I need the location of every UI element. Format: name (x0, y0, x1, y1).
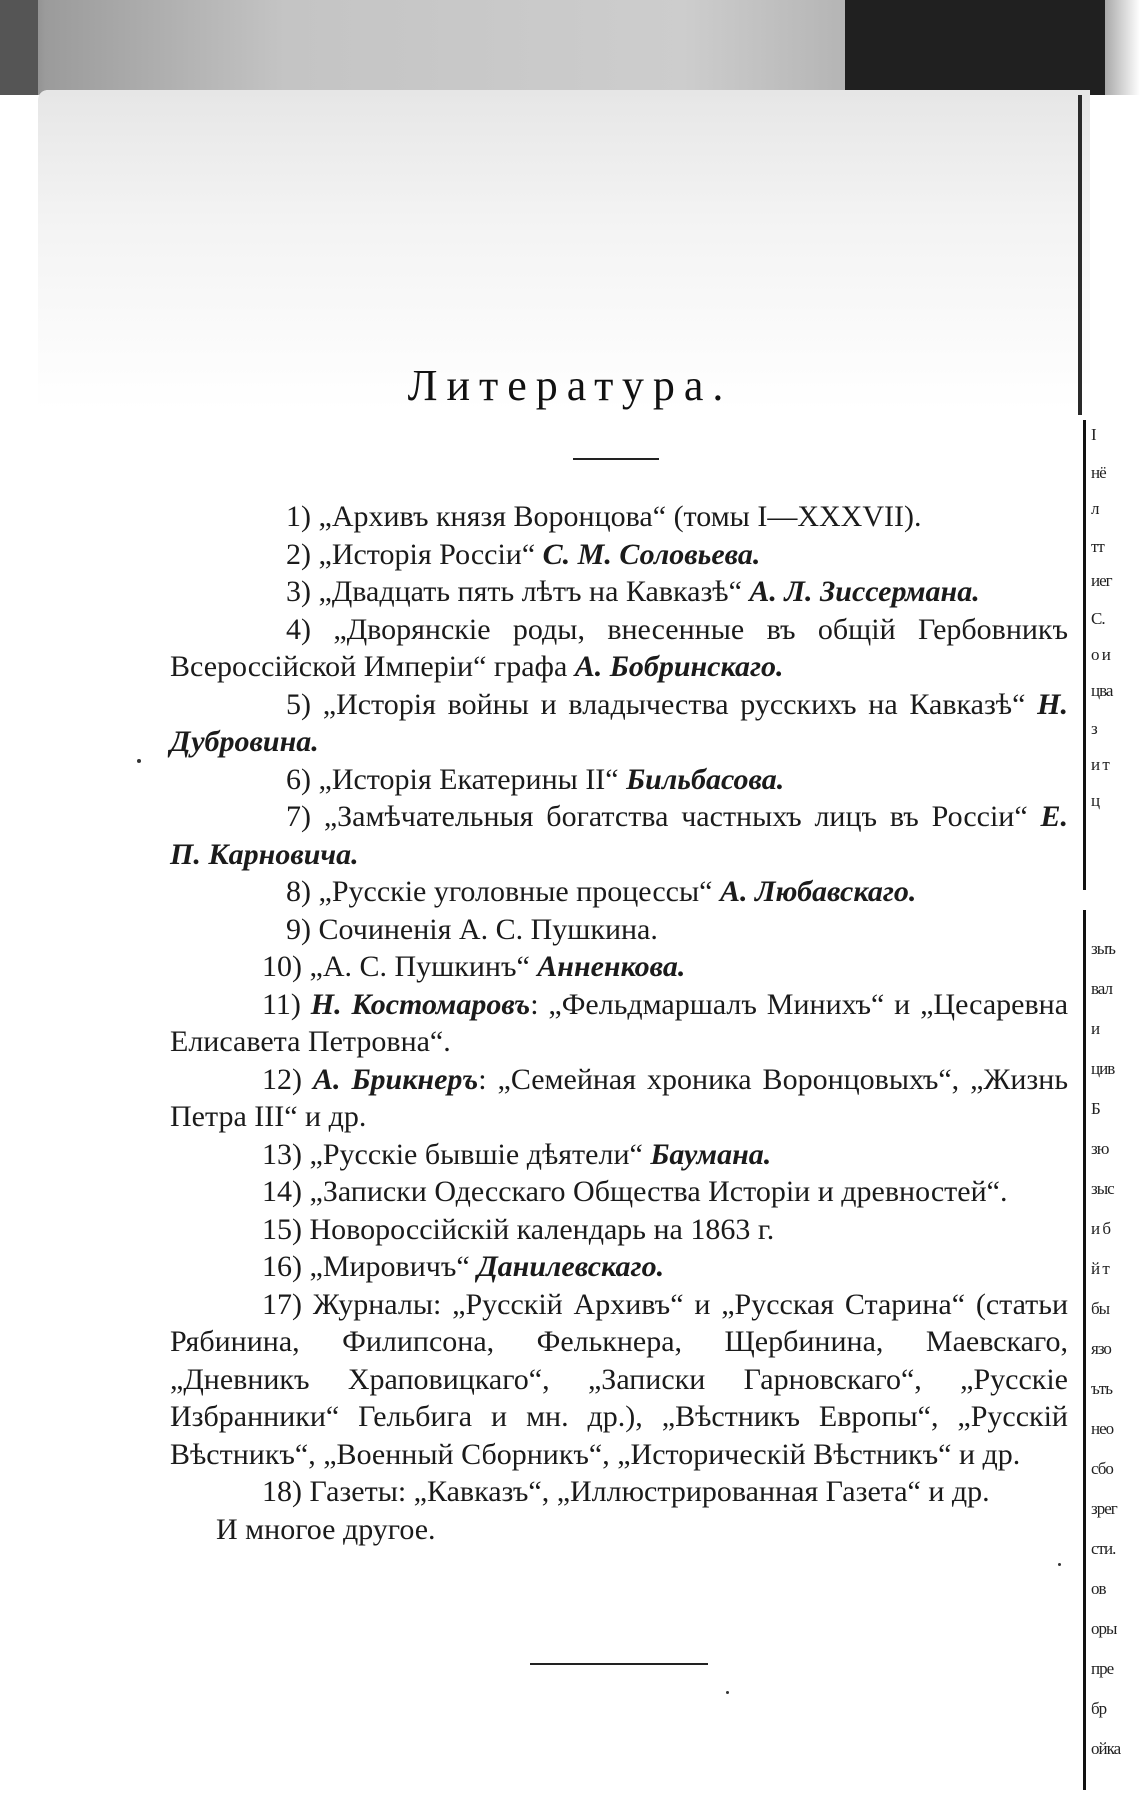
entry-number: 7) (286, 800, 311, 833)
adjacent-page-rule (1083, 910, 1086, 1790)
entry-author: А. Л. Зиссермана. (749, 575, 980, 608)
entry-number: 6) (286, 762, 311, 796)
entry-number: 12) (262, 1062, 302, 1096)
bibliography-entry (170, 611, 1068, 686)
bibliography-entry (170, 1473, 1068, 1511)
entry-author: С. М. Соловьева. (542, 537, 761, 571)
bibliography-entry (170, 948, 1068, 986)
entry-text: Журналы: „Русскій Архивъ“ и „Русская Старина“ (статьи Рябинина, Филипсона, Фелькнера, Щербинина, Маевскаго, „Дневникъ Храповицкаго“, „Записки Гарновскаго“, „Русскіе Избранники“ Гельбига и мн. др.), „Вѣстникъ Европы“, „Русскій Вѣстникъ“, „Военный Сборникъ“, „Историческій Вѣстникъ“ и др. (170, 1287, 1068, 1471)
entry-text: „Мировичъ“ (309, 1250, 470, 1283)
entry-number: 13) (262, 1137, 302, 1171)
entry-number: 16) (262, 1250, 302, 1283)
entry-number: 18) (262, 1475, 302, 1508)
entry-text: „Исторія Екатерины II“ (318, 762, 619, 796)
entry-text: „А. С. Пушкинъ“ (309, 950, 530, 983)
bibliography-entry (170, 798, 1068, 873)
entry-author: Анненкова. (537, 950, 686, 983)
entry-author: Е. П. Карновича. (170, 800, 1068, 871)
bibliography-entry (170, 1173, 1068, 1211)
bibliography-entry (170, 573, 1068, 611)
bibliography-entry (170, 1061, 1068, 1136)
scan-left-margin (0, 95, 38, 1801)
entry-number: 14) (262, 1175, 302, 1208)
entry-number: 11) (262, 987, 301, 1021)
bibliography-entry (170, 911, 1068, 949)
entry-author: А. Брикнеръ (312, 1062, 479, 1096)
scan-speck (726, 1691, 729, 1694)
scan-speck (137, 759, 141, 763)
entry-number: 8) (286, 875, 311, 908)
entry-author: Н. Костомаровъ (310, 987, 531, 1021)
bibliography-entry (170, 1211, 1068, 1249)
bibliography-entry (170, 873, 1068, 911)
bibliography-list (170, 498, 1068, 1548)
entry-number: 1) (286, 500, 311, 533)
scan-speck (1058, 1563, 1061, 1566)
adjacent-page-rule (1083, 420, 1086, 890)
entry-text: „Замѣчательныя богатства частныхъ лицъ въ Россіи“ (323, 800, 1028, 833)
closing-line: И многое другое. (216, 1512, 436, 1546)
end-divider (530, 1663, 708, 1665)
bibliography-entry (170, 1136, 1068, 1174)
entry-text: Сочиненія А. С. Пушкина. (318, 912, 658, 946)
bibliography-entry (170, 761, 1068, 799)
entry-text: Газеты: „Кавказъ“, „Иллюстрированная Газета“ и др. (309, 1475, 990, 1508)
entry-author: Баумана. (650, 1137, 772, 1171)
bibliography-entry (170, 1286, 1068, 1474)
bibliography-entry (170, 986, 1068, 1061)
bibliography-entry (170, 536, 1068, 574)
entry-number: 3) (286, 575, 311, 608)
entry-author: Бильбасова. (626, 762, 785, 796)
entry-author: А. Любавскаго. (719, 875, 917, 908)
entry-number: 9) (286, 912, 311, 946)
entry-text: „Русскіе уголовные процессы“ (318, 875, 713, 908)
entry-author: Данилевскаго. (477, 1250, 665, 1283)
entry-number: 17) (262, 1287, 302, 1321)
title-divider (573, 458, 659, 460)
adjacent-page-strip: I нё л тт иег С. о и цва з и т ц зыъ вал и цив Б зю зыс и б й т бы язо ъть нео сбо зрег сти. ов оры пре бр ойка (1083, 420, 1140, 1790)
entry-author: А. Бобринскаго. (574, 650, 784, 683)
entry-number: 2) (286, 537, 311, 571)
entry-text: „Русскіе бывшіе дѣятели“ (309, 1137, 643, 1171)
entry-number: 10) (262, 950, 302, 983)
scan-top-edge (0, 0, 1140, 95)
entry-number: 4) (286, 612, 311, 646)
page-title: Литература. (407, 361, 733, 410)
entry-text: „Двадцать пять лѣтъ на Кавказѣ“ (318, 575, 742, 608)
entry-text: „Архивъ князя Воронцова“ (томы I—XXXVII). (318, 500, 922, 533)
scan-dark-corner (845, 0, 1105, 95)
entry-text: : „Семейная хроника Воронцовыхъ“, „Жизнь Петра III“ и др. (170, 1062, 1069, 1133)
bibliography-entry (170, 686, 1068, 761)
scan-left-shadow (0, 0, 38, 95)
entry-text: : „Фельдмаршалъ Минихъ“ и „Цесаревна Елисавета Петровна“. (170, 987, 1069, 1058)
entry-number: 5) (286, 687, 311, 721)
entry-number: 15) (262, 1212, 302, 1246)
entry-text: „Записки Одесскаго Общества Исторіи и древностей“. (309, 1175, 1008, 1208)
entry-author: Н. Дубровина. (170, 687, 1068, 758)
entry-text: „Исторія войны и владычества русскихъ на Кавказѣ“ (322, 687, 1026, 721)
entry-text: „Дворянскіе роды, внесенные въ общій Гербовникъ Всероссійской Имперіи“ графа (170, 612, 1069, 683)
bibliography-entry (170, 498, 1068, 536)
entry-text: „Исторія Россіи“ (318, 537, 536, 571)
entry-text: Новороссійскій календарь на 1863 г. (309, 1212, 775, 1246)
bibliography-entry (170, 1248, 1068, 1286)
